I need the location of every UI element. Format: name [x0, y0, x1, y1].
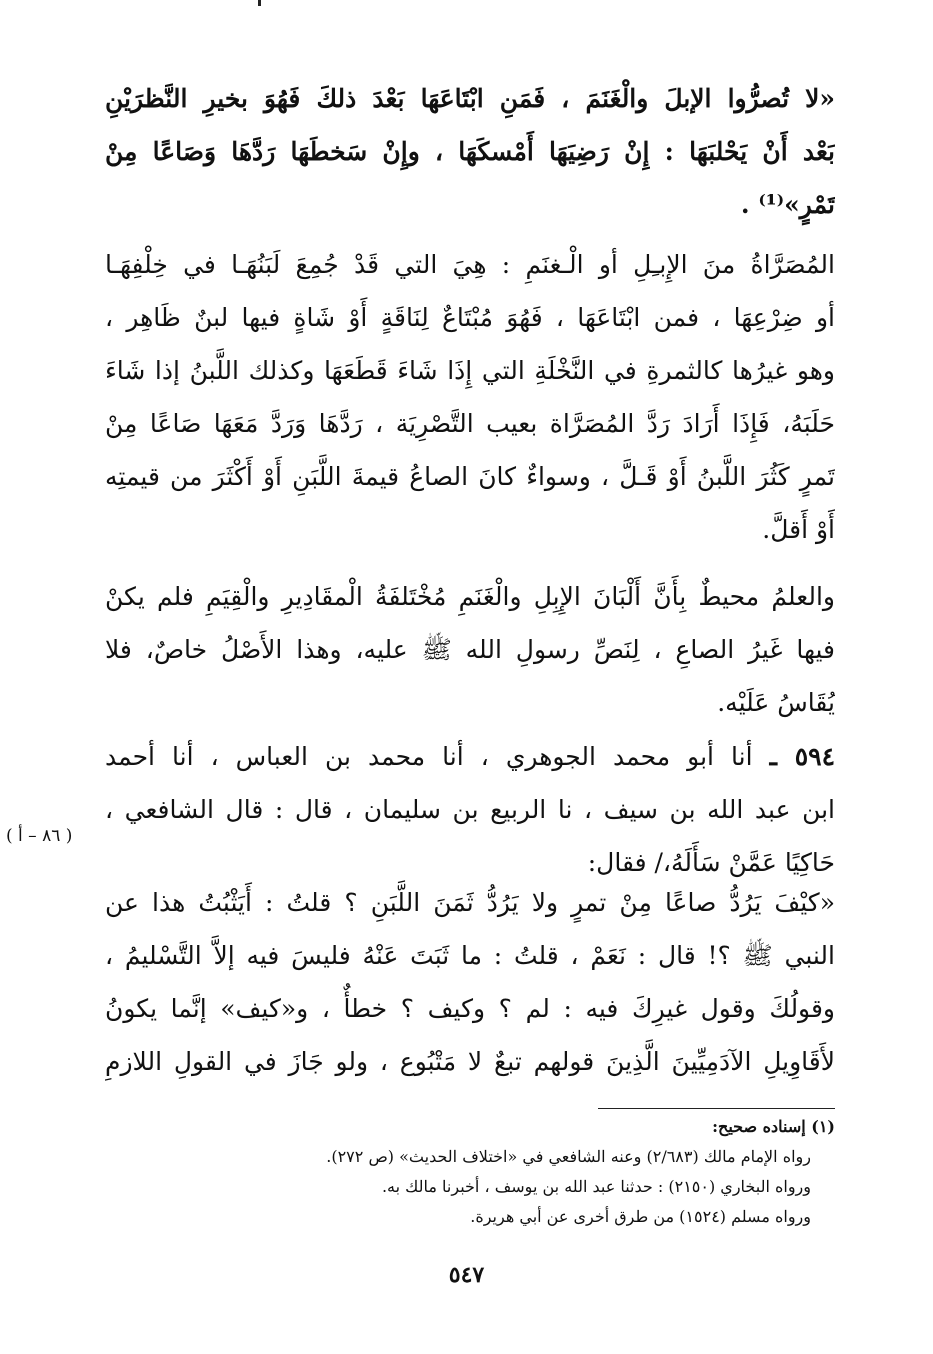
text-line: تَمرٍ كَثُرَ اللَّبنُ أَوْ قَـلَّ ، وسواءٌ كانَ الصاعُ قيمةَ اللَّبَنِ أَوْ أَكْثَرَ من قيمتِه — [105, 462, 835, 491]
manuscript-folio-ref: ( ٨٦ – أ ) — [6, 826, 73, 846]
text-line: يُقَاسُ عَلَيْه. — [717, 688, 835, 717]
text-line: ابن عبد الله بن سيف ، نا الربيع بن سليمان ، قال : قال الشافعي ، — [105, 795, 835, 824]
page-number: ٥٤٧ — [448, 1262, 485, 1288]
text-line: وهو غيرُها كالثمرةِ في النَّخْلَةِ التي إِذَا شَاءَ قَطَعَهَا وكذلك اللَّبنُ إذا شَاءَ — [105, 356, 835, 385]
paragraph-musarrah — [105, 238, 835, 556]
text-line: وقولُكَ وقول غيرِكَ فيه : لم ؟ وكيف ؟ خطأٌ ، و«كيف» إنَّما يكونُ — [105, 994, 835, 1023]
paragraph-milk-values — [105, 570, 835, 729]
text-line: بَعْد أَنْ يَحْلبَهَا : إِنْ رَضِيَهَا أَمْسكَهَا ، وإِنْ سَخطَهَا رَدَّهَا وَصَاعًا مِنْ — [105, 137, 835, 166]
text-line: لأَقَاوِيلِ الآدَمِيِّينَ الَّذِينَ قولهم تبعٌ لا مَتْبُوع ، ولو جَازَ في القولِ اللازمِ — [105, 1047, 835, 1076]
text-line: أَوْ أَقلَّ. — [762, 515, 835, 544]
paragraph-dialogue — [105, 876, 835, 1088]
footnote-heading: (١) إسناده صحيح: — [712, 1117, 835, 1136]
text-line: المُصَرَّاةُ منَ الإِبـِلِ أو الْـغنَمِ : هِيَ التي قَدْ جُمِعَ لَبَنُهَـا في خِلْفِهَـا — [105, 250, 835, 279]
text-line: حَاكِيًا عَمَّنْ سَأَلَهُ،/ فقال: — [587, 848, 835, 877]
text-line: والعلمُ محيطٌ بِأَنَّ أَلْبَانَ الإِبِلِ والْغَنَمِ مُخْتَلفَةُ الْمقَادِيرِ والْقِيَمِ فلم يكنْ — [105, 582, 835, 611]
hadith-594-chain — [105, 730, 835, 889]
footnote-line: ورواه البخاري (٢١٥٠) : حدثنا عبد الله بن يوسف ، أخبرنا مالك به. — [381, 1177, 811, 1196]
text-line: فيها غَيرُ الصاعِ ، لِنَصِّ رسولِ الله ﷺ عليه، وهذا الأَصْلُ خاصٌ، فلا — [105, 635, 835, 664]
hadith-number: ٥٩٤ ـ — [769, 742, 835, 771]
text-line — [105, 730, 835, 783]
text-line: تَمْرٍ»⁽¹⁾ . — [740, 190, 835, 219]
text-line: «كيْفَ يَرُدُّ صاعًا مِنْ تمرٍ ولا يَرُدُّ ثَمَنَ اللَّبَنِ ؟ قلتُ : أَيَثْبُتُ هذا عن — [105, 888, 835, 917]
text-line: النبي ﷺ ؟! قال : نَعَمْ ، قلتُ : ما ثَبَتَ عَنْهُ فليسَ فيه إلاَّ التَّسْليمُ ، — [105, 941, 835, 970]
footnote-line: رواه الإمام مالك (٢/٦٨٣) وعنه الشافعي في «اختلاف الحديث» (ص ٢٧٢). — [326, 1147, 811, 1166]
text-line: «لا تُصرُّوا الإبلَ والْغَنَمَ ، فَمَنِ ابْتَاعَهَا بَعْدَ ذلكَ فَهُوَ بخيرِ النَّظرَيْنِ — [105, 84, 835, 113]
top-edge-mark — [258, 0, 261, 6]
footnotes — [200, 1112, 835, 1232]
footnote-line: ورواه مسلم (١٥٢٤) من طرق أخرى عن أبي هريرة. — [470, 1207, 811, 1226]
footnote-divider — [598, 1108, 835, 1109]
text-line: أو ضِرْعِهَا ، فمن ابْتَاعَهَا ، فَهُوَ مُبْتَاعٌ لِنَاقَةٍ أَوْ شَاةٍ فيها لبنٌ ظَاهِر ، — [105, 303, 835, 332]
text-line-rest: أنا أبو محمد الجوهري ، أنا محمد بن العباس ، أنا أحمد — [105, 742, 753, 771]
hadith-quote-1 — [105, 72, 835, 231]
text-line: حَلَبَهُ، فَإِذَا أَرَادَ رَدَّ المُصَرَّاة بعيب التَّصْرِيَة ، رَدَّهَا وَرَدَّ مَعَهَا صَاعًا مِنْ — [105, 409, 835, 438]
